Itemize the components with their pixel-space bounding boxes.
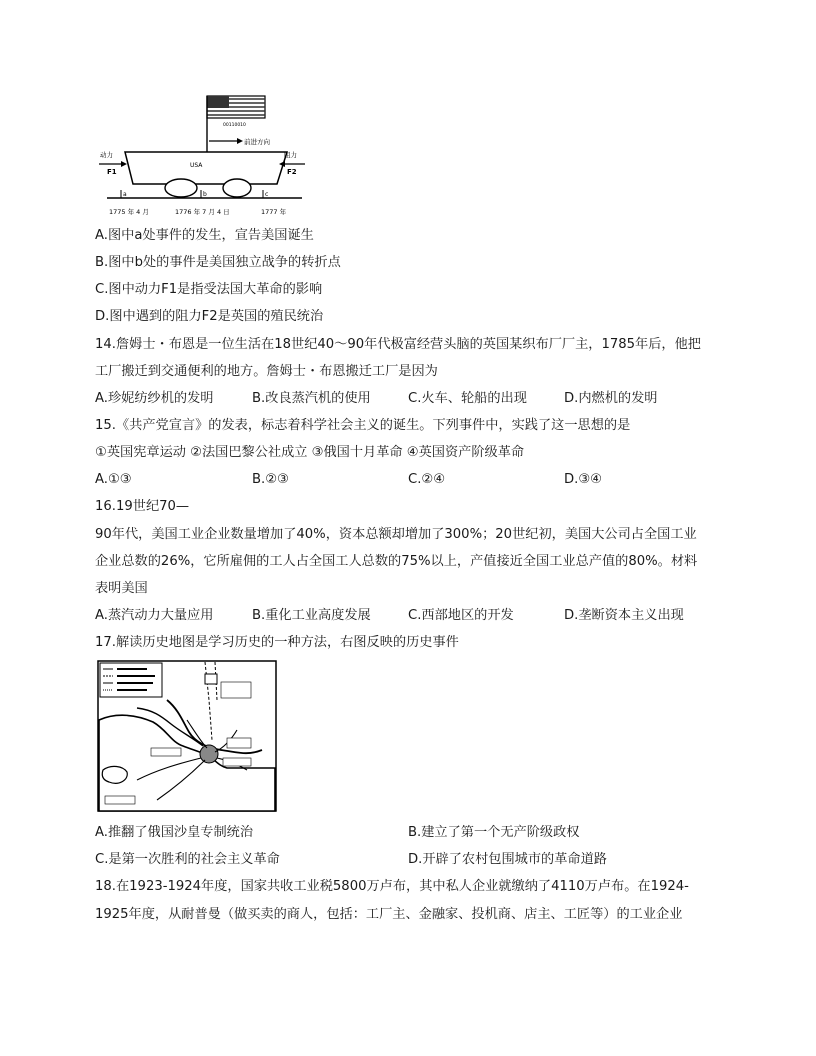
map-label-box-3 [227,738,251,748]
ship-hull [125,152,287,184]
q16-stem-line4: 表明美国 [95,581,148,596]
point-c: c [265,191,269,198]
point-b: b [203,191,207,198]
right-force-label: 阻力 [284,151,297,159]
q15-option-c: C.②④ [408,472,446,487]
q16-option-b: B.重化工业高度发展 [252,608,371,623]
q15-stem: 15.《共产党宣言》的发表，标志着科学社会主义的诞生。下列事件中，实践了这一思想的是 [95,418,631,433]
q16-stem-line3: 企业总数的26%，它所雇佣的工人占全国工人总数的75%以上，产值接近全国工业总产值的80%。材料 [95,554,698,569]
flag-canton [207,96,229,108]
direction-arrowhead [237,138,243,144]
q16-stem-line1: 16.19世纪70— [95,499,190,514]
map-label-box-1 [205,674,217,684]
date-c: 1777 年 [261,208,287,216]
left-force-label: 动力 [100,151,113,159]
left-force-symbol: F1 [107,168,117,176]
q13-option-a: A.图中a处事件的发生，宣告美国诞生 [95,228,314,243]
q14-stem-line1: 14.詹姆士・布恩是一位生活在18世纪40～90年代极富经营头脑的英国某织布厂厂主，1785年后，他把 [95,337,701,352]
q14-option-b: B.改良蒸汽机的使用 [252,391,371,406]
q16-stem-line2: 90年代，美国工业企业数量增加了40%，资本总额却增加了300%；20世纪初，美国大公司占全国工业 [95,527,697,542]
q17-option-c: C.是第一次胜利的社会主义革命 [95,852,280,867]
map-label-box-6 [105,796,135,804]
q14-option-d: D.内燃机的发明 [564,391,658,406]
map-label-box-5 [151,748,181,756]
map-label-box-4 [223,758,251,766]
q17-stem: 17.解读历史地图是学习历史的一种方法，右图反映的历史事件 [95,635,459,650]
direction-label: 前进方向 [244,138,270,146]
q16-option-c: C.西部地区的开发 [408,608,514,623]
q15-option-b: B.②③ [252,472,289,487]
q15-items: ①英国宪章运动 ②法国巴黎公社成立 ③俄国十月革命 ④英国资产阶级革命 [95,445,525,460]
date-a: 1775 年 4 月 [109,208,149,216]
point-a: a [123,191,127,198]
q17-option-b: B.建立了第一个无产阶级政权 [408,825,580,840]
q17-option-d: D.开辟了农村包围城市的革命道路 [408,852,607,867]
q18-stem-line2: 1925年度，从耐普曼（做买卖的商人，包括：工厂主、金融家、投机商、店主、工匠等）的工业企业 [95,907,683,922]
city-center [200,745,218,763]
q13-option-c: C.图中动力F1是指受法国大革命的影响 [95,282,323,297]
ship-name: USA [190,162,203,169]
q14-option-a: A.珍妮纺纱机的发明 [95,391,214,406]
q16-option-a: A.蒸汽动力大量应用 [95,608,214,623]
left-force-arrowhead [121,161,127,167]
q15-option-d: D.③④ [564,472,602,487]
rock-1 [165,179,197,197]
q13-option-b: B.图中b处的事件是美国独立战争的转折点 [95,255,341,270]
historical-map [97,660,277,812]
q18-stem-line1: 18.在1923-1924年度，国家共收工业税5800万卢布，其中私人企业就缴纳了4110万卢布。在1924- [95,879,689,894]
q14-stem-line2: 工厂搬迁到交通便利的地方。詹姆士・布恩搬迁工厂是因为 [95,364,438,379]
right-force-symbol: F2 [287,168,297,176]
q15-option-a: A.①③ [95,472,132,487]
q13-option-d: D.图中遇到的阻力F2是英国的殖民统治 [95,309,324,324]
q16-option-d: D.垄断资本主义出现 [564,608,684,623]
q17-option-a: A.推翻了俄国沙皇专制统治 [95,825,254,840]
date-b: 1776 年 7 月 4 日 [175,208,230,216]
rock-2 [223,179,251,197]
flag-caption: 00110010 [223,123,246,128]
island [102,766,127,783]
map-label-box-2 [221,682,251,698]
ship-diagram [97,94,307,218]
q14-option-c: C.火车、轮船的出现 [408,391,527,406]
